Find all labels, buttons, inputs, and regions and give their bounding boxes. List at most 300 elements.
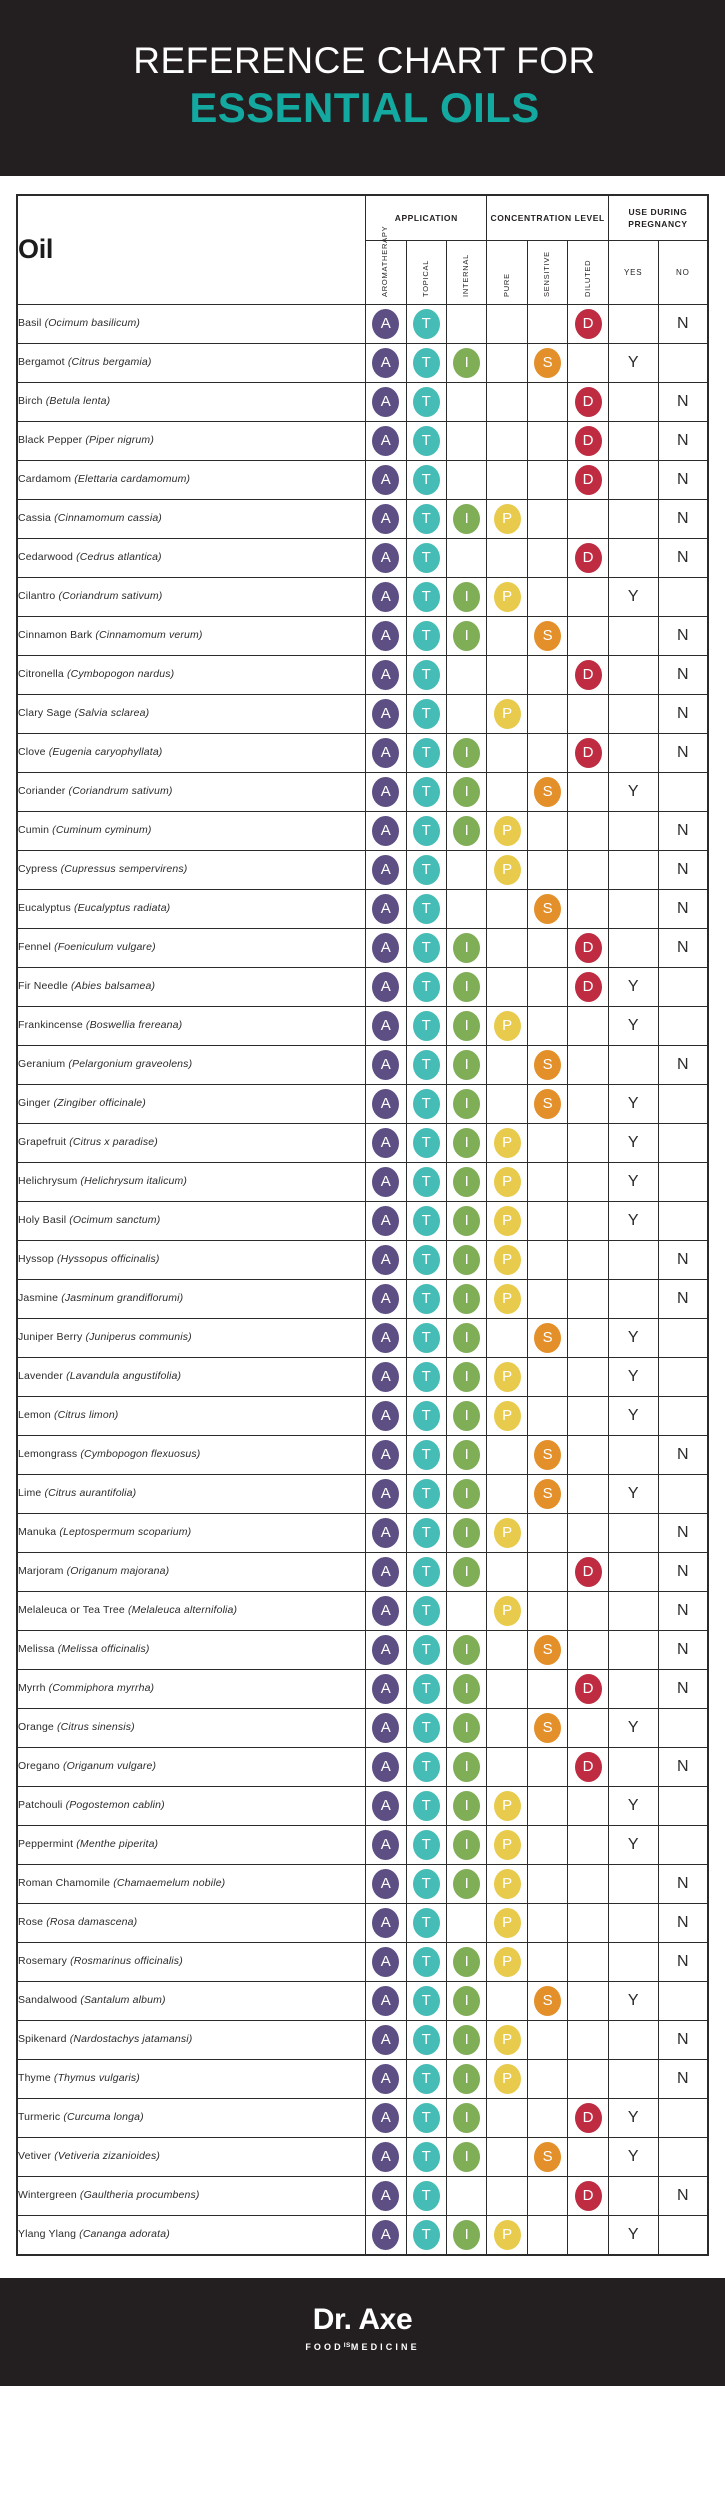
marker-diluted: D — [575, 660, 602, 690]
marker-diluted: D — [575, 972, 602, 1002]
marker-internal: I — [453, 1674, 480, 1704]
cell-diluted — [568, 344, 608, 383]
oil-scientific-name: (Cuminum cyminum) — [52, 824, 152, 837]
table-row — [17, 1475, 708, 1514]
marker-internal: I — [453, 777, 480, 807]
cell-topical — [406, 1358, 446, 1397]
cell-internal — [447, 1982, 487, 2021]
oil-common-name: Cypress — [18, 863, 58, 876]
oil-scientific-name: (Boswellia frereana) — [85, 1019, 183, 1032]
cell-pregnancy-no — [658, 851, 708, 890]
cell-pure — [487, 1436, 527, 1475]
cell-aromatherapy — [366, 656, 406, 695]
cell-topical — [406, 1397, 446, 1436]
marker-internal: I — [453, 1167, 480, 1197]
oil-name-cell — [17, 1202, 366, 1241]
cell-pregnancy-yes — [608, 890, 658, 929]
cell-sensitive — [527, 578, 567, 617]
cell-pregnancy-no — [658, 1007, 708, 1046]
oil-scientific-name: (Rosa damascena) — [46, 1916, 138, 1929]
cell-pure — [487, 578, 527, 617]
cell-internal — [447, 695, 487, 734]
oil-scientific-name: (Helichrysum italicum) — [80, 1175, 188, 1188]
oil-scientific-name: (Piper nigrum) — [85, 434, 154, 447]
table-row — [17, 1202, 708, 1241]
oil-common-name: Cinnamon Bark — [18, 629, 93, 642]
oil-common-name: Manuka — [18, 1526, 57, 1539]
cell-internal — [447, 734, 487, 773]
cell-pregnancy-yes — [608, 1163, 658, 1202]
cell-pregnancy-yes-value: Y — [627, 2148, 639, 2166]
marker-pure: P — [494, 2025, 521, 2055]
marker-topical: T — [413, 1518, 440, 1548]
cell-sensitive — [527, 1904, 567, 1943]
cell-pregnancy-yes-value: Y — [627, 2225, 639, 2243]
cell-pregnancy-yes — [608, 1826, 658, 1865]
cell-aromatherapy — [366, 1826, 406, 1865]
cell-topical — [406, 1475, 446, 1514]
cell-aromatherapy — [366, 1475, 406, 1514]
cell-pure — [487, 1319, 527, 1358]
cell-topical — [406, 851, 446, 890]
marker-internal: I — [453, 1557, 480, 1587]
table-row — [17, 1124, 708, 1163]
oil-name-cell — [17, 929, 366, 968]
cell-pregnancy-no — [658, 1904, 708, 1943]
cell-internal — [447, 929, 487, 968]
cell-pregnancy-yes — [608, 2099, 658, 2138]
marker-internal: I — [453, 2064, 480, 2094]
cell-aromatherapy — [366, 773, 406, 812]
cell-aromatherapy — [366, 578, 406, 617]
oil-scientific-name: (Nardostachys jatamansi) — [69, 2033, 193, 2046]
marker-aromatherapy: A — [372, 1323, 399, 1353]
table-row — [17, 578, 708, 617]
cell-pregnancy-yes-value: Y — [627, 1368, 639, 1386]
cell-pregnancy-no — [658, 2060, 708, 2099]
marker-sensitive: S — [534, 894, 561, 924]
table-row — [17, 1865, 708, 1904]
oil-scientific-name: (Elettaria cardamomum) — [74, 473, 191, 486]
cell-aromatherapy — [366, 1982, 406, 2021]
oil-common-name: Cedarwood — [18, 551, 74, 564]
cell-topical — [406, 2216, 446, 2255]
cell-topical — [406, 500, 446, 539]
cell-sensitive — [527, 1124, 567, 1163]
marker-aromatherapy: A — [372, 1947, 399, 1977]
cell-topical — [406, 539, 446, 578]
marker-aromatherapy: A — [372, 1284, 399, 1314]
marker-aromatherapy: A — [372, 2064, 399, 2094]
cell-diluted — [568, 1709, 608, 1748]
cell-topical — [406, 1202, 446, 1241]
cell-pregnancy-no — [658, 773, 708, 812]
cell-sensitive — [527, 734, 567, 773]
marker-aromatherapy: A — [372, 1908, 399, 1938]
marker-aromatherapy: A — [372, 1245, 399, 1275]
marker-diluted: D — [575, 309, 602, 339]
marker-aromatherapy: A — [372, 894, 399, 924]
cell-diluted — [568, 617, 608, 656]
cell-pregnancy-yes — [608, 1631, 658, 1670]
oil-name-cell — [17, 1124, 366, 1163]
cell-pregnancy-yes — [608, 617, 658, 656]
cell-topical — [406, 2177, 446, 2216]
oil-common-name: Cassia — [18, 512, 51, 525]
cell-pregnancy-no — [658, 1553, 708, 1592]
cell-sensitive — [527, 1397, 567, 1436]
oil-scientific-name: (Cinnamomum verum) — [95, 629, 203, 642]
cell-topical — [406, 1046, 446, 1085]
marker-aromatherapy: A — [372, 2025, 399, 2055]
cell-pregnancy-yes — [608, 1709, 658, 1748]
marker-aromatherapy: A — [372, 387, 399, 417]
oil-common-name: Frankincense — [18, 1019, 83, 1032]
oil-scientific-name: (Origanum vulgare) — [63, 1760, 157, 1773]
cell-internal — [447, 1943, 487, 1982]
cell-internal — [447, 305, 487, 344]
cell-diluted — [568, 461, 608, 500]
cell-aromatherapy — [366, 2021, 406, 2060]
oil-name-cell — [17, 539, 366, 578]
cell-sensitive — [527, 1319, 567, 1358]
cell-internal — [447, 383, 487, 422]
cell-pregnancy-no — [658, 344, 708, 383]
oil-name-cell — [17, 422, 366, 461]
cell-pregnancy-yes — [608, 851, 658, 890]
cell-pregnancy-no — [658, 656, 708, 695]
cell-internal — [447, 1670, 487, 1709]
cell-internal — [447, 1865, 487, 1904]
marker-aromatherapy: A — [372, 1830, 399, 1860]
oil-common-name: Rose — [18, 1916, 44, 1929]
cell-sensitive — [527, 1514, 567, 1553]
cell-pregnancy-no — [658, 695, 708, 734]
cell-topical — [406, 2099, 446, 2138]
cell-aromatherapy — [366, 383, 406, 422]
cell-pregnancy-no — [658, 1475, 708, 1514]
marker-aromatherapy: A — [372, 1869, 399, 1899]
cell-pure — [487, 1982, 527, 2021]
oil-scientific-name: (Gaultheria procumbens) — [79, 2189, 200, 2202]
cell-internal — [447, 1007, 487, 1046]
oil-name-cell — [17, 1046, 366, 1085]
cell-pregnancy-no — [658, 305, 708, 344]
cell-diluted — [568, 1592, 608, 1631]
cell-pure — [487, 1514, 527, 1553]
table-row — [17, 1748, 708, 1787]
cell-internal — [447, 422, 487, 461]
cell-pregnancy-yes — [608, 695, 658, 734]
cell-internal — [447, 1826, 487, 1865]
marker-diluted: D — [575, 465, 602, 495]
cell-topical — [406, 1085, 446, 1124]
cell-internal — [447, 1397, 487, 1436]
cell-pregnancy-no — [658, 1670, 708, 1709]
cell-diluted — [568, 2021, 608, 2060]
column-header-internal: INTERNAL — [447, 241, 487, 305]
oil-common-name: Lemon — [18, 1409, 51, 1422]
oil-name-cell — [17, 1397, 366, 1436]
cell-pure — [487, 890, 527, 929]
marker-aromatherapy: A — [372, 1167, 399, 1197]
cell-sensitive — [527, 2021, 567, 2060]
cell-diluted — [568, 1085, 608, 1124]
marker-internal: I — [453, 1401, 480, 1431]
cell-aromatherapy — [366, 1748, 406, 1787]
oil-scientific-name: (Coriandrum sativum) — [58, 590, 163, 603]
oil-name-cell — [17, 1631, 366, 1670]
table-container — [0, 176, 725, 2278]
cell-pregnancy-no — [658, 1085, 708, 1124]
oil-name-cell — [17, 812, 366, 851]
marker-pure: P — [494, 2064, 521, 2094]
cell-topical — [406, 1865, 446, 1904]
marker-sensitive: S — [534, 1440, 561, 1470]
cell-pregnancy-no-value: N — [677, 1875, 689, 1893]
cell-pure — [487, 1631, 527, 1670]
cell-pregnancy-yes-value: Y — [627, 1485, 639, 1503]
cell-pregnancy-no — [658, 578, 708, 617]
cell-pure — [487, 656, 527, 695]
marker-aromatherapy: A — [372, 816, 399, 846]
table-row — [17, 656, 708, 695]
marker-sensitive: S — [534, 1635, 561, 1665]
marker-aromatherapy: A — [372, 1557, 399, 1587]
marker-topical: T — [413, 894, 440, 924]
oil-name-cell — [17, 617, 366, 656]
cell-topical — [406, 1553, 446, 1592]
cell-diluted — [568, 1553, 608, 1592]
oil-name-cell — [17, 383, 366, 422]
cell-pregnancy-no-value: N — [677, 1680, 689, 1698]
cell-pregnancy-yes — [608, 1748, 658, 1787]
cell-sensitive — [527, 929, 567, 968]
marker-pure: P — [494, 1167, 521, 1197]
cell-pregnancy-yes — [608, 968, 658, 1007]
cell-pregnancy-yes — [608, 383, 658, 422]
cell-pure — [487, 1241, 527, 1280]
cell-pure — [487, 1748, 527, 1787]
cell-pure — [487, 1397, 527, 1436]
marker-topical: T — [413, 1635, 440, 1665]
oil-scientific-name: (Curcuma longa) — [63, 2111, 144, 2124]
cell-pure — [487, 617, 527, 656]
cell-topical — [406, 1787, 446, 1826]
cell-pure — [487, 2060, 527, 2099]
oil-name-cell — [17, 1553, 366, 1592]
marker-internal: I — [453, 1869, 480, 1899]
oil-scientific-name: (Thymus vulgaris) — [53, 2072, 140, 2085]
marker-internal: I — [453, 1947, 480, 1977]
cell-pregnancy-no-value: N — [677, 2031, 689, 2049]
marker-pure: P — [494, 699, 521, 729]
oil-common-name: Peppermint — [18, 1838, 74, 1851]
cell-pregnancy-no-value: N — [677, 471, 689, 489]
cell-topical — [406, 1982, 446, 2021]
oil-scientific-name: (Salvia sclarea) — [74, 707, 150, 720]
table-row — [17, 461, 708, 500]
cell-pure — [487, 1904, 527, 1943]
oil-common-name: Thyme — [18, 2072, 51, 2085]
cell-pure — [487, 1280, 527, 1319]
marker-aromatherapy: A — [372, 972, 399, 1002]
oil-scientific-name: (Rosmarinus officinalis) — [70, 1955, 183, 1968]
cell-diluted — [568, 2060, 608, 2099]
cell-pure — [487, 2177, 527, 2216]
cell-pure — [487, 1202, 527, 1241]
cell-pregnancy-no — [658, 1163, 708, 1202]
column-header-pure: PURE — [487, 241, 527, 305]
cell-diluted — [568, 968, 608, 1007]
cell-aromatherapy — [366, 617, 406, 656]
cell-pregnancy-no — [658, 617, 708, 656]
marker-aromatherapy: A — [372, 2181, 399, 2211]
cell-pure — [487, 968, 527, 1007]
cell-pregnancy-yes — [608, 1280, 658, 1319]
oil-common-name: Spikenard — [18, 2033, 67, 2046]
marker-internal: I — [453, 1284, 480, 1314]
cell-internal — [447, 539, 487, 578]
cell-pure — [487, 1943, 527, 1982]
cell-aromatherapy — [366, 1163, 406, 1202]
cell-sensitive — [527, 305, 567, 344]
cell-pregnancy-no — [658, 1592, 708, 1631]
oil-name-cell — [17, 461, 366, 500]
marker-pure: P — [494, 1596, 521, 1626]
marker-internal: I — [453, 738, 480, 768]
marker-aromatherapy: A — [372, 1128, 399, 1158]
marker-diluted: D — [575, 738, 602, 768]
oil-name-cell — [17, 2216, 366, 2255]
oil-common-name: Ginger — [18, 1097, 51, 1110]
marker-aromatherapy: A — [372, 1206, 399, 1236]
cell-pure — [487, 344, 527, 383]
oil-common-name: Birch — [18, 395, 43, 408]
cell-pregnancy-no — [658, 383, 708, 422]
marker-topical: T — [413, 2025, 440, 2055]
cell-sensitive — [527, 344, 567, 383]
cell-aromatherapy — [366, 539, 406, 578]
oil-scientific-name: (Cymbopogon flexuosus) — [80, 1448, 201, 1461]
cell-pregnancy-no-value: N — [677, 1563, 689, 1581]
cell-pregnancy-no — [658, 1319, 708, 1358]
table-row — [17, 929, 708, 968]
cell-topical — [406, 929, 446, 968]
oil-scientific-name: (Cananga adorata) — [79, 2228, 170, 2241]
cell-pregnancy-yes — [608, 1475, 658, 1514]
cell-pregnancy-yes — [608, 1514, 658, 1553]
cell-diluted — [568, 1436, 608, 1475]
cell-sensitive — [527, 461, 567, 500]
cell-aromatherapy — [366, 695, 406, 734]
marker-aromatherapy: A — [372, 1401, 399, 1431]
cell-pregnancy-yes — [608, 1943, 658, 1982]
oil-common-name: Melaleuca or Tea Tree — [18, 1604, 125, 1617]
cell-pure — [487, 773, 527, 812]
marker-topical: T — [413, 348, 440, 378]
cell-aromatherapy — [366, 1670, 406, 1709]
oil-scientific-name: (Vetiveria zizanioides) — [54, 2150, 161, 2163]
cell-pure — [487, 695, 527, 734]
marker-aromatherapy: A — [372, 1674, 399, 1704]
cell-sensitive — [527, 1865, 567, 1904]
cell-internal — [447, 1592, 487, 1631]
cell-pure — [487, 1787, 527, 1826]
cell-topical — [406, 1670, 446, 1709]
cell-pregnancy-yes — [608, 578, 658, 617]
cell-diluted — [568, 851, 608, 890]
cell-topical — [406, 1124, 446, 1163]
cell-topical — [406, 1280, 446, 1319]
marker-diluted: D — [575, 426, 602, 456]
cell-pregnancy-yes-value: Y — [627, 354, 639, 372]
cell-pregnancy-yes — [608, 1358, 658, 1397]
cell-internal — [447, 812, 487, 851]
cell-aromatherapy — [366, 1046, 406, 1085]
cell-internal — [447, 461, 487, 500]
marker-aromatherapy: A — [372, 1362, 399, 1392]
marker-topical: T — [413, 1830, 440, 1860]
oil-scientific-name: (Jasminum grandiflorumi) — [61, 1292, 184, 1305]
marker-topical: T — [413, 1947, 440, 1977]
cell-pregnancy-no-value: N — [677, 2070, 689, 2088]
marker-internal: I — [453, 1011, 480, 1041]
cell-internal — [447, 1241, 487, 1280]
oil-common-name: Basil — [18, 317, 42, 330]
oil-common-name: Oregano — [18, 1760, 60, 1773]
cell-internal — [447, 1358, 487, 1397]
cell-topical — [406, 383, 446, 422]
oil-common-name: Wintergreen — [18, 2189, 77, 2202]
marker-aromatherapy: A — [372, 2142, 399, 2172]
oil-name-cell — [17, 851, 366, 890]
tagline-medicine: MEDICINE — [350, 2342, 420, 2353]
marker-topical: T — [413, 582, 440, 612]
table-row — [17, 344, 708, 383]
oil-scientific-name: (Cymbopogon nardus) — [66, 668, 175, 681]
table-row — [17, 2099, 708, 2138]
cell-aromatherapy — [366, 1709, 406, 1748]
oil-common-name: Cumin — [18, 824, 50, 837]
table-row — [17, 1319, 708, 1358]
cell-topical — [406, 578, 446, 617]
marker-aromatherapy: A — [372, 738, 399, 768]
oil-name-cell — [17, 1865, 366, 1904]
table-row — [17, 1787, 708, 1826]
cell-pregnancy-no — [658, 1436, 708, 1475]
oil-name-cell — [17, 1709, 366, 1748]
marker-internal: I — [453, 1986, 480, 2016]
cell-pregnancy-yes — [608, 2021, 658, 2060]
cell-diluted — [568, 1865, 608, 1904]
cell-pregnancy-no — [658, 734, 708, 773]
table-row — [17, 2021, 708, 2060]
oil-name-cell — [17, 1280, 366, 1319]
column-header-yes: YES — [608, 241, 658, 305]
cell-diluted — [568, 1280, 608, 1319]
cell-internal — [447, 1202, 487, 1241]
table-row — [17, 695, 708, 734]
cell-sensitive — [527, 1748, 567, 1787]
cell-aromatherapy — [366, 1085, 406, 1124]
cell-diluted — [568, 578, 608, 617]
cell-diluted — [568, 2177, 608, 2216]
oil-name-cell — [17, 1475, 366, 1514]
marker-sensitive: S — [534, 621, 561, 651]
cell-pregnancy-no — [658, 1046, 708, 1085]
cell-pregnancy-no-value: N — [677, 705, 689, 723]
